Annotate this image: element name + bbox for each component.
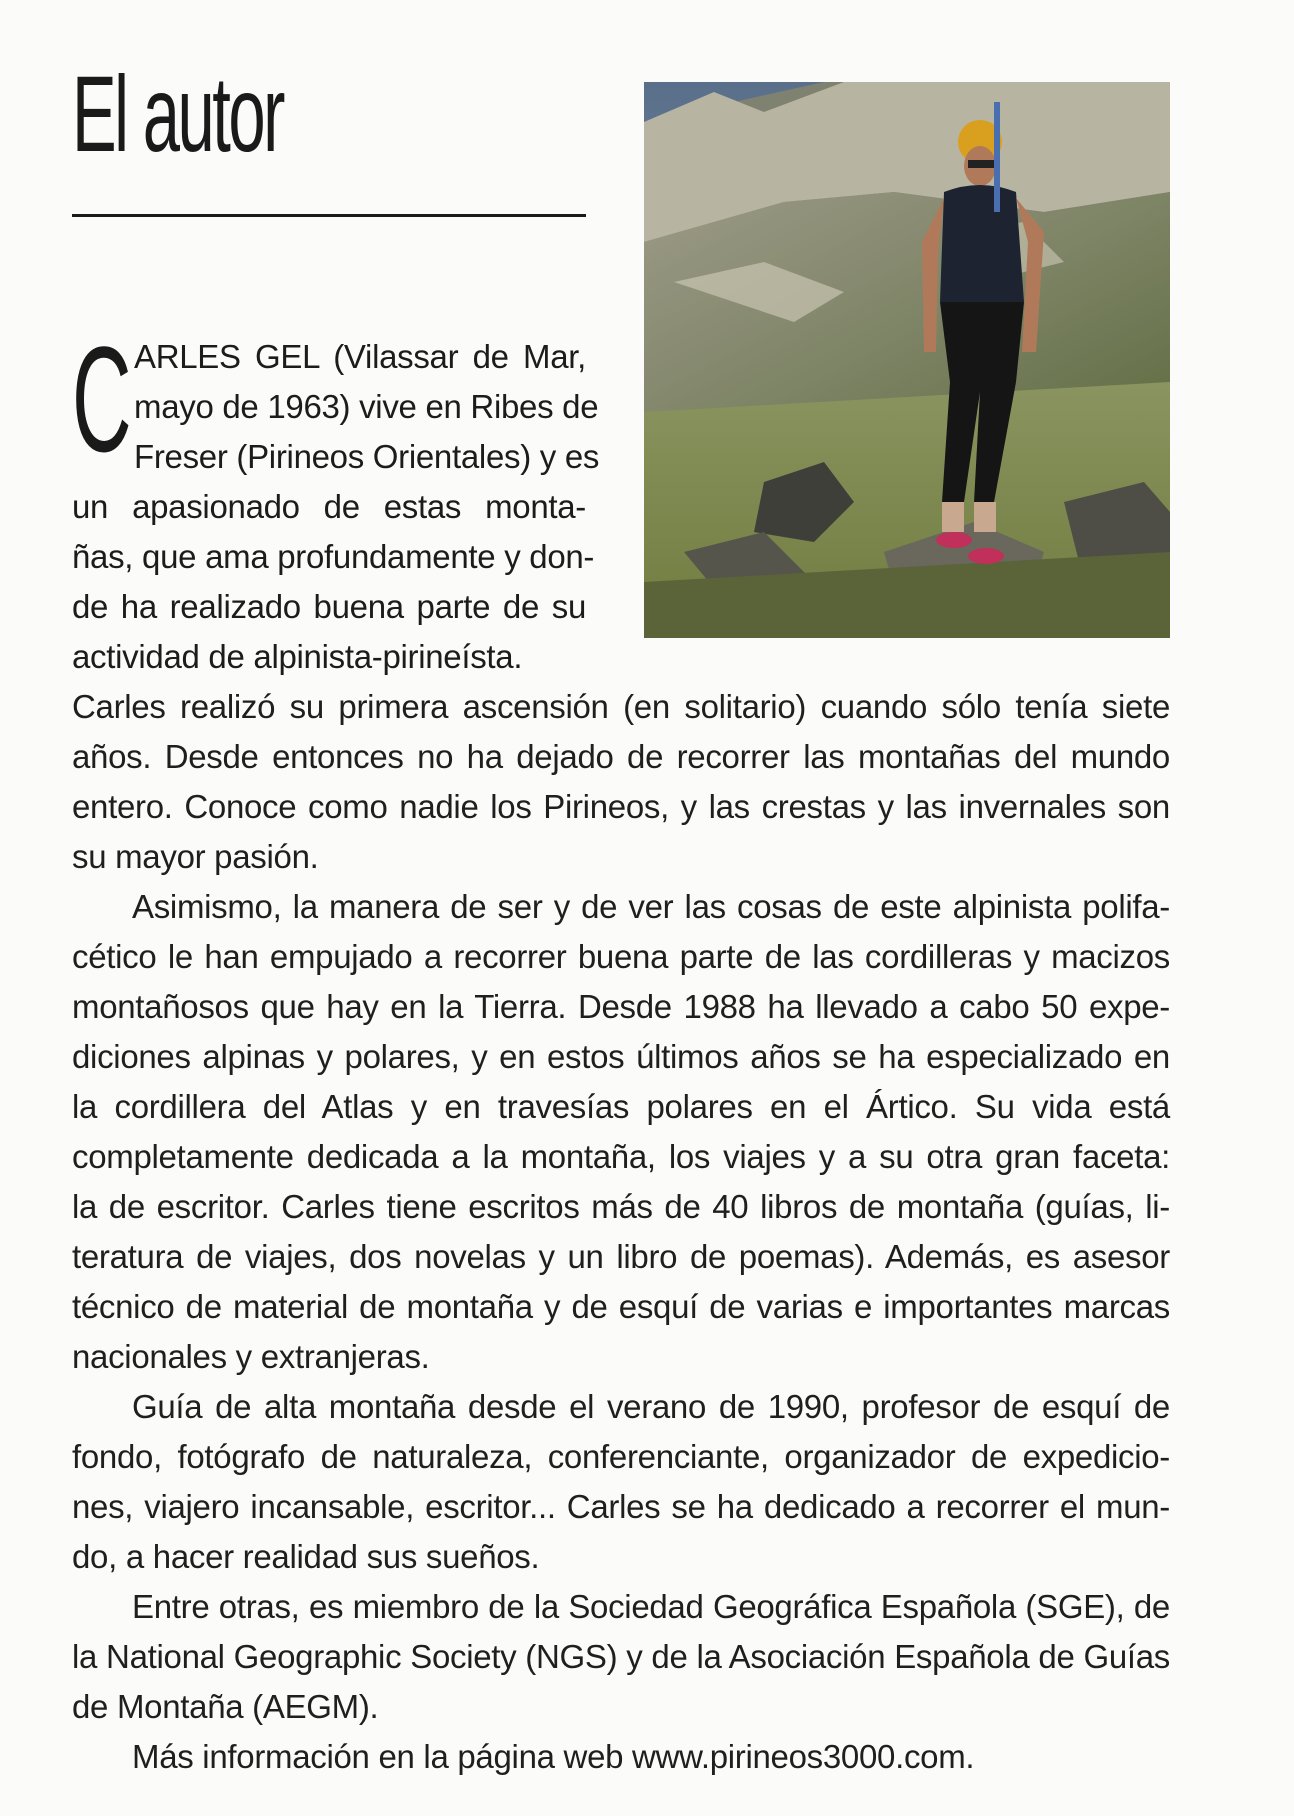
text-line: un apasionado de estas monta-: [72, 488, 586, 525]
page-title: El autor: [72, 53, 283, 174]
text-line: teratura de viajes, dos novelas y un libro de poemas). Además, es asesor: [72, 1238, 1170, 1275]
text-line: mayo de 1963) vive en Ribes de: [134, 388, 599, 425]
text-line: entero. Conoce como nadie los Pirineos, y las crestas y las invernales son: [72, 788, 1170, 825]
text-line: Entre otras, es miembro de la Sociedad Geográfica Española (SGE), de: [132, 1588, 1170, 1625]
text-line: la cordillera del Atlas y en travesías polares en el Ártico. Su vida está: [72, 1088, 1170, 1125]
text-line: Guía de alta montaña desde el verano de 1990, profesor de esquí de: [132, 1388, 1170, 1425]
title-underline-rule: [72, 214, 586, 217]
text-line: Asimismo, la manera de ser y de ver las cosas de este alpinista polifa-: [132, 888, 1170, 925]
body-text: [72, 682, 1170, 1782]
text-line: Más información en la página web www.pirineos3000.com.: [132, 1738, 975, 1775]
text-line: de ha realizado buena parte de su: [72, 588, 586, 625]
text-line: actividad de alpinista-pirineísta.: [72, 638, 523, 675]
text-line: montañosos que hay en la Tierra. Desde 1988 ha llevado a cabo 50 expe-: [72, 988, 1170, 1025]
text-line: la National Geographic Society (NGS) y de la Asociación Española de Guías: [72, 1638, 1170, 1675]
text-line: completamente dedicada a la montaña, los viajes y a su otra gran faceta:: [72, 1138, 1170, 1175]
text-line: técnico de material de montaña y de esquí de varias e importantes marcas: [72, 1288, 1170, 1325]
text-line: ñas, que ama profundamente y don-: [72, 538, 595, 575]
text-line: de Montaña (AEGM).: [72, 1688, 379, 1725]
text-line: Freser (Pirineos Orientales) y es: [134, 438, 600, 475]
text-line: años. Desde entonces no ha dejado de recorrer las montañas del mundo: [72, 738, 1170, 775]
author-photo: [644, 82, 1170, 638]
text-line: ARLES GEL (Vilassar de Mar,: [134, 338, 586, 375]
text-line: diciones alpinas y polares, y en estos últimos años se ha especializado en: [72, 1038, 1170, 1075]
text-line: la de escritor. Carles tiene escritos más de 40 libros de montaña (guías, li-: [72, 1188, 1170, 1225]
text-line: Carles realizó su primera ascensión (en solitario) cuando sólo tenía siete: [72, 688, 1170, 725]
text-line: nacionales y extranjeras.: [72, 1338, 430, 1375]
intro-dropcap-paragraph: [134, 332, 600, 482]
text-line: nes, viajero incansable, escritor... Carles se ha dedicado a recorrer el mun-: [72, 1488, 1170, 1525]
text-line: cético le han empujado a recorrer buena parte de las cordilleras y macizos: [72, 938, 1170, 975]
text-line: fondo, fotógrafo de naturaleza, conferenciante, organizador de expedicio-: [72, 1438, 1170, 1475]
text-line: su mayor pasión.: [72, 838, 319, 875]
intro-narrow-paragraph: [72, 482, 595, 682]
text-line: do, a hacer realidad sus sueños.: [72, 1538, 540, 1575]
drop-cap-letter: C: [72, 315, 132, 483]
